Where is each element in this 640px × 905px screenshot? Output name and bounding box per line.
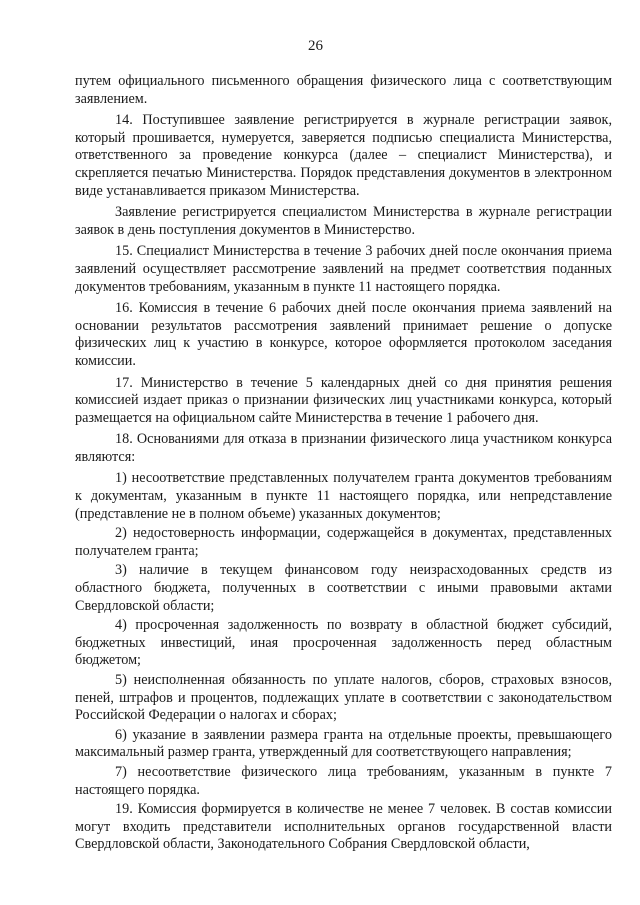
list-item-3: 3) наличие в текущем финансовом году неизрасходованных средств из областного бюджета, полученных в соответствии с иными правовыми актами Свердловской области;	[75, 562, 612, 614]
paragraph-14: 14. Поступившее заявление регистрируется в журнале регистрации заявок, который прошивается, нумеруется, заверяется подписью специалиста Министерства, ответственного за проведение конкурса (далее – специалист Министерства), и скрепляется печатью Министерства. Порядок представления документов в электронном виде устанавливается приказом Министерства.	[75, 112, 612, 199]
page-number: 26	[308, 38, 323, 54]
list-item-1: 1) несоответствие представленных получателем гранта документов требованиям к документам, указанным в пункте 11 настоящего порядка, или непредставление (представление не в полном объеме) указанных документов;	[75, 470, 612, 522]
paragraph-16: 16. Комиссия в течение 6 рабочих дней после окончания приема заявлений на основании результатов рассмотрения заявлений принимает решение о допуске физических лиц к участию в конкурсе, которое оформляется протоколом заседания комиссии.	[75, 300, 612, 369]
paragraph-14-registration: Заявление регистрируется специалистом Министерства в журнале регистрации заявок в день поступления документов в Министерство.	[75, 204, 612, 238]
paragraph-19: 19. Комиссия формируется в количестве не менее 7 человек. В состав комиссии могут входить представители исполнительных органов государственной власти Свердловской области, Законодательного Собрания Свердловской области,	[75, 801, 612, 853]
paragraph-17: 17. Министерство в течение 5 календарных дней со дня принятия решения комиссией издает приказ о признании физических лиц участниками конкурса, который размещается на официальном сайте Министерства в течение 1 рабочего дня.	[75, 374, 612, 426]
list-item-5: 5) неисполненная обязанность по уплате налогов, сборов, страховых взносов, пеней, штрафов и процентов, подлежащих уплате в соответствии с законодательством Российской Федерации о налогах и сборах;	[75, 672, 612, 724]
list-item-2: 2) недостоверность информации, содержащейся в документах, представленных получателем гранта;	[75, 525, 612, 559]
paragraph-18: 18. Основаниями для отказа в признании физического лица участником конкурса являются:	[75, 431, 612, 465]
list-item-4: 4) просроченная задолженность по возврату в областной бюджет субсидий, бюджетных инвестиций, иная просроченная задолженность перед областным бюджетом;	[75, 617, 612, 669]
list-item-6: 6) указание в заявлении размера гранта на отдельные проекты, превышающего максимальный размер гранта, утвержденный для соответствующего направления;	[75, 726, 612, 761]
document-body	[75, 73, 612, 854]
paragraph-continuation: путем официального письменного обращения физического лица с соответствующим заявлением.	[75, 73, 612, 107]
list-item-7: 7) несоответствие физического лица требованиям, указанным в пункте 7 настоящего порядка.	[75, 763, 612, 798]
paragraph-15: 15. Специалист Министерства в течение 3 рабочих дней после окончания приема заявлений осуществляет рассмотрение заявлений на предмет соответствия поданных документов требованиям, указанным в пункте 11 настоящего порядка.	[75, 243, 612, 295]
